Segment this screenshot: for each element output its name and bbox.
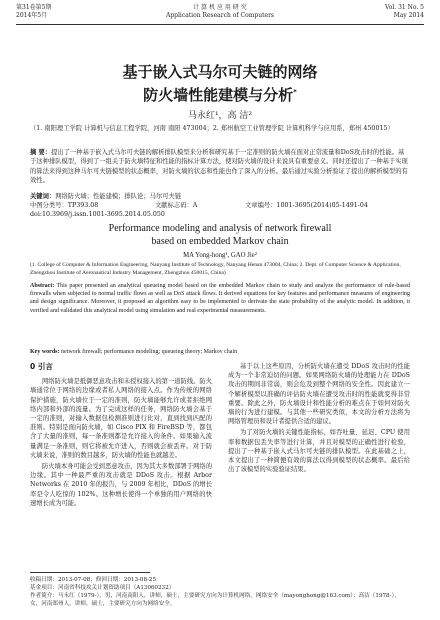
- affiliation-en: (1. College of Computer & Information Engineering, Nanyang Institute of Technology, Nanyang Henan 473004, China; 2. Dept. of Computer Science & Application, Zhengzhou Institute of Aeronautical Industry Management, Zhengzhou 450015, China): [30, 262, 401, 276]
- body-paragraph: 防火墙本身可能会受到恶意攻击，因为其大多数部署于网络的边缘。其中一种最严重的攻击就是 DDoS 攻击。根据 Arbor Networks 在 2010 年的报告，与 2009 年相比，DDoS 的增长率是令人吃惊的 102%。这种增长使得一个单独的用户网络的快速增长成为可能。: [30, 463, 213, 507]
- abstract-en-label: Abstract:: [30, 283, 55, 289]
- header-date-zh: 2014年5月: [16, 12, 48, 19]
- body-left-column: [30, 362, 212, 510]
- running-header: [16, 4, 424, 26]
- paper-title-en: [30, 222, 410, 248]
- header-journal: [16, 4, 424, 20]
- authors-zh: 马永红¹，高 洁²: [187, 111, 253, 121]
- paper-title-zh: [0, 62, 440, 105]
- section-heading-introduction: 0 引言: [30, 362, 53, 371]
- title-en-line1: Performance modeling and analysis of network firewall: [108, 223, 332, 234]
- keywords-zh: [30, 192, 410, 201]
- classification-row: [30, 201, 410, 210]
- doi: doi:10.3969/j.issn.1001-3695.2014.05.050: [30, 211, 165, 218]
- abstract-zh: [30, 148, 410, 185]
- keywords-zh-text: 网络防火墙；性能建模；排队论；马尔可夫链: [55, 193, 182, 200]
- document-code: 文献标志码：A: [155, 202, 198, 209]
- title-en-line2: based on embedded Markov chain: [151, 236, 289, 247]
- article-number: 文章编号：1001-3695(2014)05-1491-04: [245, 202, 368, 209]
- footnote-received: 收稿日期：2013-07-08；修回日期：2013-08-25: [30, 577, 157, 583]
- body-paragraph: 为了对防火墙的关键性能指标，如吞吐量、延迟、CPU 使用率和数据包丢失率等进行计算，并且对模型的正确性进行检验，提出了一种基于嵌入式马尔可夫链的排队模型。在此基础之上，本文提出了一种简便有效的算法以得到模型的状态概率。最后给出了该模型的实验验证结果。: [228, 429, 410, 474]
- footnote-divider: [30, 572, 150, 573]
- body-paragraph: 基于以上这些原因，分析防火墙在遭受 DDoS 攻击时的性能成为一个非常迫切的问题。如果网络防火墙的处理能力在 DDoS 攻击的期间非常弱，则会危及到整个网络的安全性。因此建立一个解析模型以准确的评估防火墙在遭受攻击时的性能就变得非常重要。除此之外，防火墙设计和性能分析的难点在于如何对防火墙的行为进行建模。与其他一些研究类似，本文的分析方法将为网络管理员和设计者提供合适的建议。: [228, 363, 410, 426]
- footnote-funding: 基金项目：河南省科技攻关计划资助项目（A13060232）: [30, 585, 175, 591]
- header-journal-en: Application Research of Computers: [165, 12, 275, 19]
- title-zh-line1: 基于嵌入式马尔可夫链的网络: [122, 63, 318, 81]
- title-zh-line2: 防火墙性能建模与分析: [143, 86, 294, 104]
- header-volume: 第31卷第5期: [16, 4, 52, 11]
- footnote-author-bio: 作者简介：马永红（1979-），男，河南南阳人，讲师，硕士，主要研究方向为计算机网络，网络安全（mayonghong@163.com）；高洁（1978-），女，河南郑州人，讲师，硕士，主要研究方向为网络安全。: [30, 593, 400, 607]
- keywords-en: [30, 348, 410, 356]
- abstract-en: [30, 282, 410, 315]
- header-vol-en: Vol. 31 No. 5: [384, 4, 424, 11]
- body-paragraph: 网络防火墙是抵御恶意攻击和未授权接入的第一道防线。防火墙通常位于网络的边缘或者私人网络的接入点。作为传统的网络保护措施，防火墙位于一定的准则，防火墙能够允许或者拒绝网络内部和外部的流量。为了完成这样的任务，网络防火墙会基于一定的准则，对输入数据包检测准则进行比对，直到找到匹配的准则。特别是面向防火墙，如 Cisco PIX 和 FireBSD 等，都包含了大量的准则，每一条准则都是允许接入的条件。如果输入流量满足一条准则，则它将被允许进入，否则就会被丢弃。对于防火墙来说，准则的数目越多，防火墙的性能也就越差。: [30, 378, 213, 459]
- abstract-zh-label: 摘 要：: [30, 149, 52, 156]
- body-right-column: [228, 362, 410, 476]
- doi-row: [30, 210, 410, 219]
- keywords-en-label: Key words:: [30, 349, 60, 355]
- clc-number: 中图分类号：TP393.08: [30, 202, 99, 209]
- keywords-zh-label: 关键词：: [30, 193, 56, 200]
- abstract-en-text: This paper presented an analytical queueing model based on the embedded Markov chain to study and analyze the performance of rule-based firewalls when subjected to normal traffic flows as well as DoS attack flows. It derived equations for key features and performance measures of engineering and design significance. Moreover, it proposed an algorithm easy to be implemented to derivate the state probability of the analytic model. In addition, it verified and validated this analytical model using simulation and real experimental measurements.: [30, 283, 410, 314]
- title-footnote-mark: *: [293, 88, 297, 96]
- header-divider: [16, 24, 424, 25]
- header-date-en: May 2014: [393, 12, 424, 19]
- header-journal-zh: 计 算 机 应 用 研 究: [193, 4, 247, 11]
- abstract-zh-text: 提出了一种基于嵌入式马尔可夫链的解析排队模型来分析和研究基于一定准则的防火墙在面对正常流量和DoS攻击时的性能。基于这种排队模型，得到了一组关于防火墙特征和性能的指标计算方法，使对防火墙的设计来说具有重要意义。同时还提出了一种基于实现的算法来得到这种马尔可夫链模型的状态概率，对防火墙的状态和性能也作了深入的分析。最后通过实验分析验证了提出的解析模型的有效性。: [30, 149, 408, 184]
- authors-en: MA Yong-hong¹, GAO Jie²: [183, 252, 257, 259]
- keywords-en-text: network firewall; performance modeling; queueing theory; Markov chain: [61, 349, 238, 355]
- footnote-block: [30, 576, 410, 608]
- affiliation-zh: （1. 南阳理工学院 计算机与信息工程学院，河南 南阳 473004；2. 郑州航空工业管理学院 计算机科学与应用系，郑州 450015）: [30, 125, 394, 132]
- header-volume-en: [385, 4, 424, 20]
